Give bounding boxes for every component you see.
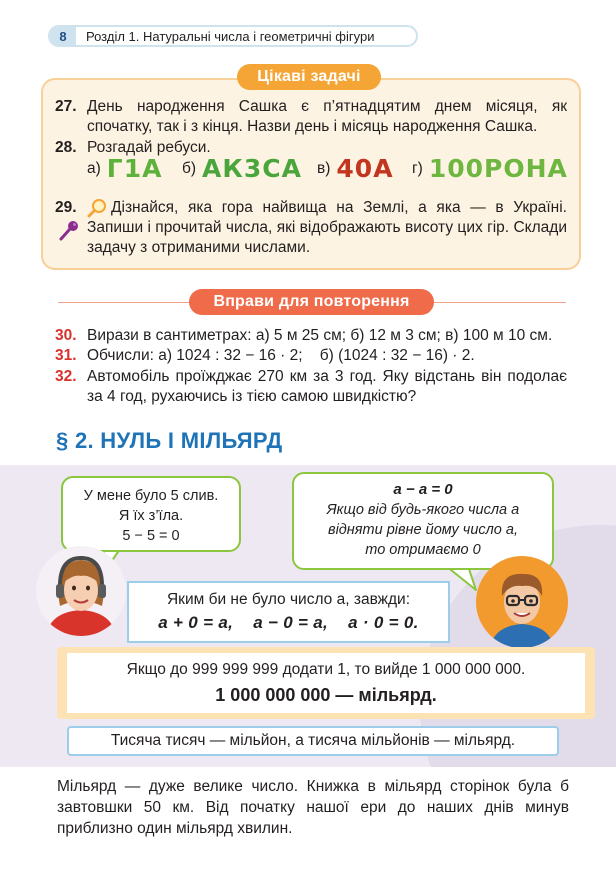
girl-avatar: [36, 546, 126, 636]
task-number: 28.: [55, 139, 77, 156]
task-30: [55, 326, 575, 346]
zero-rule-box: [127, 581, 450, 643]
bubble-line: відняти рівне йому число a,: [328, 522, 518, 538]
bubble-line: Я їх з’їла.: [118, 508, 184, 524]
billion-definition-box: [57, 647, 595, 719]
task-text: Розгадай ребуси.: [87, 139, 211, 156]
page-header: [48, 25, 418, 47]
task-number: 32.: [55, 368, 77, 385]
rebus-label: а): [87, 159, 101, 177]
rebus-label: г): [412, 159, 423, 177]
task-text: Обчисли: а) 1024 : 32 − 16 · 2; б) (1024 : 32 − 16) · 2.: [87, 347, 475, 364]
task-29: [55, 198, 575, 260]
section-title: § 2. НУЛЬ І МІЛЬЯРД: [56, 428, 283, 453]
boy-speech-bubble: [292, 472, 554, 570]
rebus-label: в): [317, 159, 331, 177]
bubble-equation: a − a = 0: [393, 481, 453, 498]
bubble-line: У мене було 5 слив.: [83, 488, 219, 504]
billion-definition-inner: [67, 653, 585, 713]
million-billion-note: Тисяча тисяч — мільйон, а тисяча мільйонів — мільярд.: [67, 726, 559, 756]
rebus-a: [87, 154, 162, 183]
task-number: 31.: [55, 347, 77, 364]
microphone-icon: [58, 220, 80, 242]
girl-speech-bubble: [61, 476, 241, 552]
magnifier-icon: [87, 198, 107, 218]
task-text: Вирази в сантиметрах: а) 5 м 25 см; б) 12 м 3 см; в) 100 м 10 см.: [87, 327, 553, 344]
rebus-label: б): [182, 159, 197, 177]
boy-avatar: [476, 556, 568, 648]
rule-formulas: a + 0 = a, a − 0 = a, a · 0 = 0.: [158, 613, 419, 632]
rebus-word: АК3СА: [202, 154, 302, 183]
task-text: Дізнайся, яка гора найвища на Землі, а яка — в Україні. Запиши і прочитай числа, які відображають висоту цих гір. Склади задачу з отриманими числами.: [87, 199, 567, 256]
chapter-title: Розділ 1. Натуральні числа і геометричні фігури: [86, 28, 375, 44]
page-number: 8: [50, 27, 76, 45]
review-heading: Вправи для повторення: [189, 289, 434, 315]
task-text: День народження Сашка є п’ятнадцятим днем місяця, як спочатку, так і з кінця. Назви день і місяць народження Сашка.: [87, 98, 567, 135]
task-31: [55, 346, 575, 366]
task-number: 29.: [55, 199, 77, 216]
bubble-line: Якщо від будь-якого числа a: [326, 502, 520, 518]
rebus-word: 40А: [336, 154, 394, 183]
bubble-line: то отримаємо 0: [365, 542, 481, 558]
billion-paragraph: Мільярд — дуже велике число. Книжка в мільярд сторінок була б завтовшки 50 км. Від початку нашої ери до наших днів минув приблизно один мільярд хвилин.: [57, 778, 569, 837]
bubble-line: 5 − 5 = 0: [122, 528, 180, 544]
task-27: [55, 97, 575, 139]
task-32: [55, 367, 575, 409]
rebus-c: [317, 154, 394, 183]
rebus-b: [182, 154, 302, 183]
rebus-word: Г1А: [106, 154, 163, 183]
billion-definition: 1 000 000 000 — мільярд.: [215, 685, 437, 705]
task-number: 30.: [55, 327, 77, 344]
rule-intro: Яким би не було число a, завжди:: [166, 591, 411, 608]
rebus-word: 100РОНА: [428, 154, 568, 183]
interesting-tasks-heading: Цікаві задачі: [237, 64, 381, 90]
task-text: Автомобіль проїжджає 270 км за 3 год. Яку відстань він подолає за 4 год, рухаючись із тією самою швидкістю?: [87, 368, 567, 405]
task-number: 27.: [55, 98, 77, 115]
billion-explanation: Якщо до 999 999 999 додати 1, то вийде 1 000 000 000.: [126, 661, 526, 678]
rebus-d: [412, 154, 568, 183]
